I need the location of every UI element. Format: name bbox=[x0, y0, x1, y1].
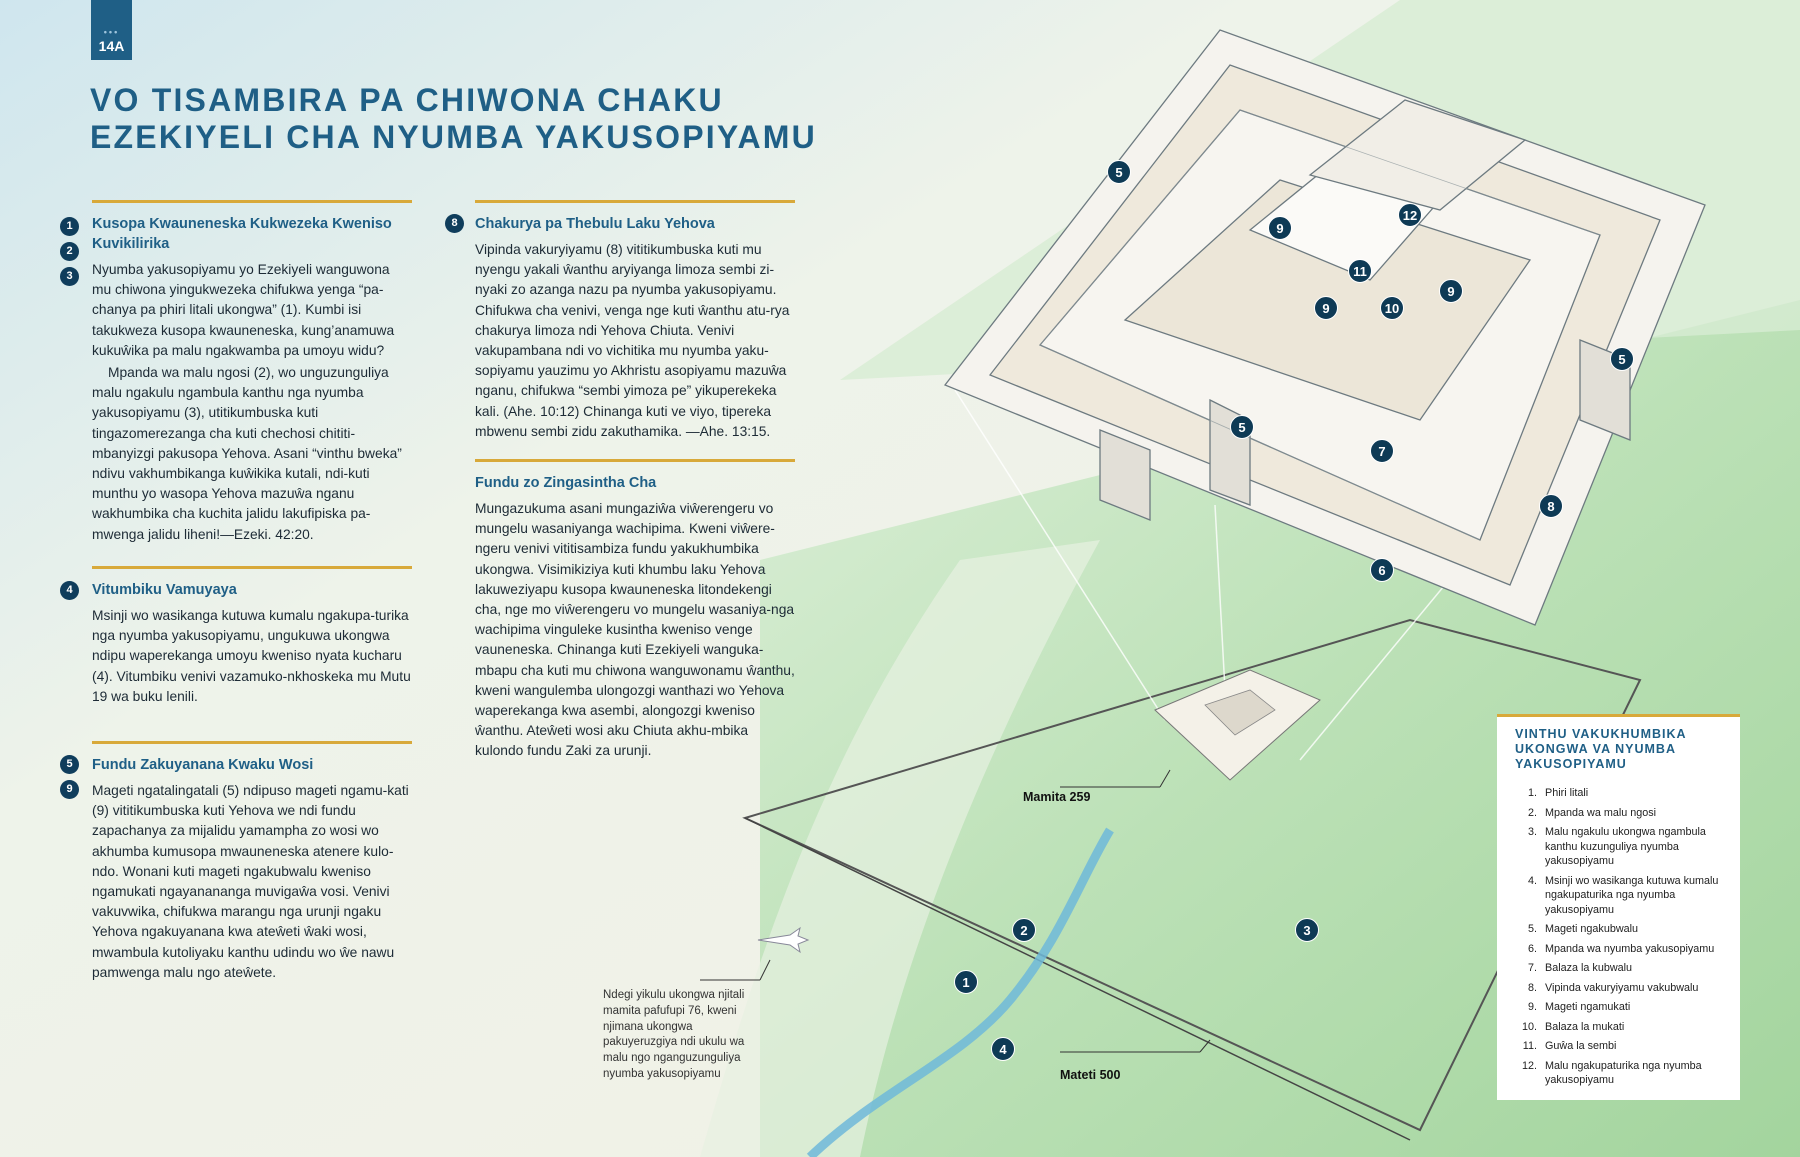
legend-number: 1. bbox=[1527, 787, 1537, 799]
map-marker-3: 3 bbox=[1295, 918, 1319, 942]
page-tab bbox=[91, 0, 132, 60]
legend-number: 9. bbox=[1527, 1001, 1537, 1013]
legend-item bbox=[1515, 1000, 1722, 1015]
page-tab-label: 14A bbox=[98, 38, 125, 54]
map-label-mamita: Mamita 259 bbox=[1023, 790, 1091, 804]
section-number-2: 2 bbox=[60, 242, 79, 261]
section-title: Chakurya pa Thebulu Laku Yehova bbox=[475, 216, 715, 232]
title-line-1: VO TISAMBIRA PA CHIWONA CHAKU bbox=[90, 82, 724, 118]
map-marker-11: 11 bbox=[1348, 259, 1372, 283]
section-paragraph: Msinji wo wasikanga kutuwa kumalu ngakupa-turika nga nyumba yakusopiyamu, ungukuwa ukongwa ndipu waperekanga umoyu kweniso nyata kucharu (4). Vitumbiku venivi vazamuko-nkhoskeka mu Mutu 19 wa buku lenili. bbox=[92, 608, 411, 704]
title-line-2: EZEKIYELI CHA NYUMBA YAKUSOPIYAMU bbox=[90, 119, 817, 155]
legend-text: Msinji wo wasikanga kutuwa kumalu ngakupaturika nga nyumba yakusopiyamu bbox=[1545, 874, 1719, 916]
legend-number: 5. bbox=[1527, 923, 1537, 935]
map-marker-6: 6 bbox=[1370, 558, 1394, 582]
section-rule bbox=[92, 566, 412, 569]
legend-item bbox=[1515, 942, 1722, 957]
map-label-mateti: Mateti 500 bbox=[1060, 1068, 1121, 1082]
map-marker-5: 5 bbox=[1230, 415, 1254, 439]
legend-item bbox=[1515, 806, 1722, 821]
legend-text: Mageti ngamukati bbox=[1545, 1001, 1631, 1013]
map-marker-2: 2 bbox=[1012, 918, 1036, 942]
legend-item bbox=[1515, 825, 1722, 869]
legend-item bbox=[1515, 922, 1722, 937]
legend-number: 4. bbox=[1527, 874, 1537, 887]
legend-text: Malu ngakupaturika nga nyumba yakusopiyamu bbox=[1545, 1059, 1702, 1086]
legend-text: Vipinda vakuryiyamu vakubwalu bbox=[1545, 981, 1699, 994]
section-number-8: 8 bbox=[445, 214, 464, 233]
map-marker-5: 5 bbox=[1610, 347, 1634, 371]
section-title: Kusopa Kwauneneska Kukwezeka Kweniso Kuvikilirika bbox=[92, 216, 392, 252]
legend-number: 6. bbox=[1527, 942, 1537, 955]
section-paragraph: Mageti ngatalingatali (5) ndipuso mageti ngamu-kati (9) vititikumbuska kuti Yehova we ndi fundu zapachanya za mijalidu yamampha zo wosi wo akhumba kumusopa mwauneneska atenere kulo-ndo. Wonani kuti mageti ngakubwalu kweniso ngamukati ngayanananga muvigaŵa vosi. Venivi vakuvwika, chifukwa marangu nga urunji ngaku Yehova ngakuyanana kwa ateŵeti ŵaki wosi, mwambula kutoliyaku kanthu udindu wo ŵe nawu pamwenga malu ngo ateŵete. bbox=[92, 783, 409, 980]
map-marker-8: 8 bbox=[1539, 494, 1563, 518]
map-marker-12: 12 bbox=[1398, 203, 1422, 227]
map-marker-7: 7 bbox=[1370, 439, 1394, 463]
map-marker-9: 9 bbox=[1439, 279, 1463, 303]
legend-item bbox=[1515, 786, 1722, 801]
section-paragraph: Mpanda wa malu ngosi (2), wo unguzunguliya malu ngakulu ngambula kanthu nga nyumba yakusopiyamu (3), utitikumbuska kuti tingazomerezanga cha kuti chechosi chititi-mbanyizgi pakusopa Yehova. Asani “vinthu bweka” ndivu vakhumbikanga kuŵikika kutali, ndi-kuti munthu yo wasopa Yehova mazuŵa nganu wakhumbika cha kuchita jalidu lakufipiska pa-mwenga jalidu liheni!—Ezeki. 42:20. bbox=[92, 365, 402, 542]
section-paragraph: Vipinda vakuryiyamu (8) vititikumbuska kuti mu nyengu yakali ŵanthu aryiyanga limoza sembi zi-nyaki zo azanga nazu pa nyumba yakusopiyamu. Chifukwa cha venivi, venga nge kuti ŵanthu atu-rya chakurya limoza ndi Yehova Chiuta. Venivi vakupambana ndi vo vichitika mu nyumba yaku-sopiyamu yauzimu yo Akhristu asopiyamu mazuŵa nganu, chifukwa “sembi yimoza pe” yikuperekeka kali. (Ahe. 10:12) Chinanga kuti ve viyo, tipereka mbwenu sembi zidu zakuthamika. —Ahe. 13:15. bbox=[475, 242, 790, 439]
section-fundu-zo-zingasintha bbox=[475, 459, 795, 762]
legend-number: 12. bbox=[1521, 1059, 1537, 1072]
legend-text: Malu ngakulu ukongwa ngambula kanthu kuzunguliya nyumba yakusopiyamu bbox=[1545, 826, 1706, 867]
legend-item bbox=[1515, 1020, 1722, 1035]
airplane-caption: Ndegi yikulu ukongwa njitali mamita pafufupi 76, kweni njimana ukongwa pakuyeruzgiya ndi ukulu wa malu ngo nganguzunguliya nyumba yakusopiyamu bbox=[603, 989, 745, 1080]
section-title: Fundu Zakuyanana Kwaku Wosi bbox=[92, 757, 314, 773]
page-title bbox=[90, 82, 830, 156]
legend-number: 11. bbox=[1522, 1040, 1537, 1052]
legend-number: 8. bbox=[1527, 981, 1537, 994]
legend-text: Mpanda wa nyumba yakusopiyamu bbox=[1545, 942, 1715, 955]
map-marker-10: 10 bbox=[1380, 296, 1404, 320]
section-title: Vitumbiku Vamuyaya bbox=[92, 582, 237, 598]
section-paragraph: Mungazukuma asani mungaziŵa viŵerengeru vo mungelu wasaniyanga wachipima. Kweni viŵere-ngeru venivi vititisambiza fundu yakukhumbika ukongwa. Visimikiziya kuti khumbu laku Yehova lakuweziyapu kusopa kwauneneska litondekengi cha, nge mo viŵerengeru vo mungelu wasaniya-nga wachipima vinguleke kusintha kweniso venge vauneneska. Chinanga kuti Ezekiyeli wanguka-mbapu cha kuti mu chiwona wanguwonamu ŵanthu, kweni wangulemba ulongozgi wanthazi wo Yehova waperekanga kwa asembi, alongozgi kweniso ŵanthu. Ateŵeti wosi aku Chiuta akhu-mbika kulondo fundu Zaki za urunji. bbox=[475, 501, 795, 759]
map-marker-1: 1 bbox=[954, 970, 978, 994]
legend-list bbox=[1515, 786, 1722, 1088]
section-rule bbox=[92, 741, 412, 744]
legend-title: VINTHU VAKUKHUMBIKA UKONGWA VA NYUMBA YAKUSOPIYAMU bbox=[1515, 727, 1687, 771]
legend-number: 3. bbox=[1527, 826, 1537, 838]
legend-text: Guŵa la sembi bbox=[1545, 1040, 1617, 1052]
section-vitumbiku bbox=[66, 566, 412, 707]
legend-text: Mageti ngakubwalu bbox=[1545, 923, 1639, 935]
legend-item bbox=[1515, 981, 1722, 996]
section-number-9: 9 bbox=[60, 780, 79, 799]
section-chakurya bbox=[451, 200, 795, 442]
map-marker-9: 9 bbox=[1314, 296, 1338, 320]
section-paragraph: Nyumba yakusopiyamu yo Ezekiyeli wanguwona mu chiwona yingukwezeka chifukwa yenga “pa-chanya pa phiri litali ukongwa” (1). Kumbi isi takukweza kusopa kwauneneska, kung’anamuwa kukuŵika pa malu ngakwamba pa umoyu widu? bbox=[92, 262, 395, 358]
legend-item bbox=[1515, 1059, 1722, 1088]
legend-item bbox=[1515, 874, 1722, 918]
map-marker-4: 4 bbox=[991, 1037, 1015, 1061]
map-marker-9: 9 bbox=[1268, 216, 1292, 240]
legend-text: Mpanda wa malu ngosi bbox=[1545, 806, 1657, 819]
section-rule bbox=[475, 200, 795, 203]
legend-number: 2. bbox=[1527, 806, 1537, 819]
section-rule bbox=[92, 200, 412, 203]
section-number-5: 5 bbox=[60, 755, 79, 774]
legend-text: Phiri litali bbox=[1545, 787, 1589, 799]
section-kusopa bbox=[66, 200, 412, 545]
section-rule bbox=[475, 459, 795, 462]
legend-box bbox=[1497, 714, 1740, 1100]
legend-text: Balaza la mukati bbox=[1545, 1020, 1625, 1033]
section-number-1: 1 bbox=[60, 217, 79, 236]
section-number-4: 4 bbox=[60, 581, 79, 600]
legend-item bbox=[1515, 1039, 1722, 1054]
map-marker-5: 5 bbox=[1107, 160, 1131, 184]
legend-number: 7. bbox=[1527, 962, 1537, 974]
legend-text: Balaza la kubwalu bbox=[1545, 962, 1633, 974]
section-title: Fundu zo Zingasintha Cha bbox=[475, 475, 657, 491]
section-fundu-zakuyanana bbox=[66, 741, 412, 983]
legend-item bbox=[1515, 961, 1722, 976]
page-tab-dots-icon: ••• bbox=[103, 27, 120, 37]
section-number-3: 3 bbox=[60, 267, 79, 286]
legend-number: 10. bbox=[1521, 1020, 1537, 1033]
